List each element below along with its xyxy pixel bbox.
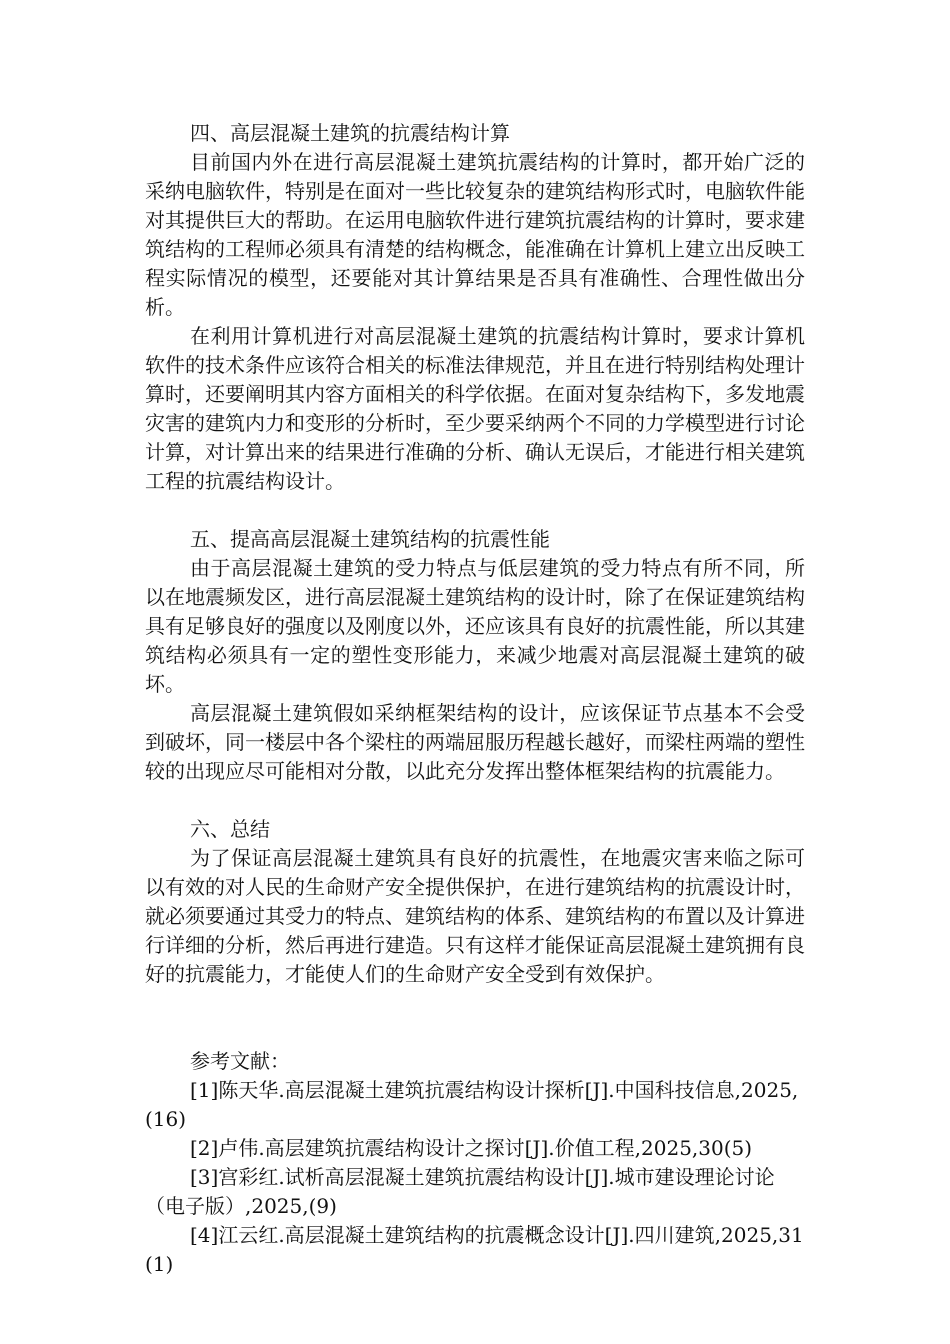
paragraph: 目前国内外在进行高层混凝土建筑抗震结构的计算时，都开始广泛的采纳电脑软件，特别是在面对一些比较复杂的建筑结构形式时，电脑软件能对其提供巨大的帮助。在运用电脑软件进行建筑抗震结构的计算时，要求建筑结构的工程师必须具有清楚的结构概念，能准确在计算机上建立出反映工程实际情况的模型，还要能对其计算结果是否具有准确性、合理性做出分析。: [145, 150, 805, 319]
paragraph: 高层混凝土建筑假如采纳框架结构的设计，应该保证节点基本不会受到破坏，同一楼层中各个梁柱的两端屈服历程越长越好，而梁柱两端的塑性较的出现应尽可能相对分散，以此充分发挥出整体框架结构的抗震能力。: [145, 701, 805, 783]
paragraph: 在利用计算机进行对高层混凝土建筑的抗震结构计算时，要求计算机软件的技术条件应该符合相关的标准法律规范，并且在进行特别结构处理计算时，还要阐明其内容方面相关的科学依据。在面对复杂结构下，多发地震灾害的建筑内力和变形的分析时，至少要采纳两个不同的力学模型进行讨论计算，对计算出来的结果进行准确的分析、确认无误后，才能进行相关建筑工程的抗震结构设计。: [145, 324, 805, 493]
section-spacer: [145, 786, 805, 815]
section-heading: 五、提高高层混凝土建筑结构的抗震性能: [190, 527, 550, 551]
references: [145, 1047, 805, 1279]
reference-item: [3]宫彩红.试析高层混凝土建筑抗震结构设计[J].城市建设理论讨论（电子版）,2025,(9): [145, 1165, 775, 1218]
reference-item: [1]陈天华.高层混凝土建筑抗震结构设计探析[J].中国科技信息,2025,(16): [145, 1078, 799, 1131]
section-structure-calculation: [145, 119, 805, 496]
section-heading: 六、总结: [190, 817, 270, 841]
section-spacer: [145, 496, 805, 525]
section-spacer: [145, 989, 805, 1047]
paragraph: 为了保证高层混凝土建筑具有良好的抗震性，在地震灾害来临之际可以有效的对人民的生命财产安全提供保护，在进行建筑结构的抗震设计时，就必须要通过其受力的特点、建筑结构的体系、建筑结构的布置以及计算进行详细的分析，然后再进行建造。只有这样才能保证高层混凝土建筑拥有良好的抗震能力，才能使人们的生命财产安全受到有效保护。: [145, 846, 805, 986]
document-page: [145, 119, 805, 1279]
section-summary: [145, 815, 805, 989]
references-title: 参考文献：: [190, 1049, 290, 1073]
section-seismic-performance: [145, 525, 805, 786]
section-heading: 四、高层混凝土建筑的抗震结构计算: [190, 121, 510, 145]
reference-item: [2]卢伟.高层建筑抗震结构设计之探讨[J].价值工程,2025,30(5): [190, 1136, 753, 1160]
paragraph: 由于高层混凝土建筑的受力特点与低层建筑的受力特点有所不同，所以在地震频发区，进行高层混凝土建筑结构的设计时，除了在保证建筑结构具有足够良好的强度以及刚度以外，还应该具有良好的抗震性能，所以其建筑结构必须具有一定的塑性变形能力，来减少地震对高层混凝土建筑的破坏。: [145, 556, 805, 696]
reference-item: [4]江云红.高层混凝土建筑结构的抗震概念设计[J].四川建筑,2025,31(1): [145, 1223, 804, 1276]
